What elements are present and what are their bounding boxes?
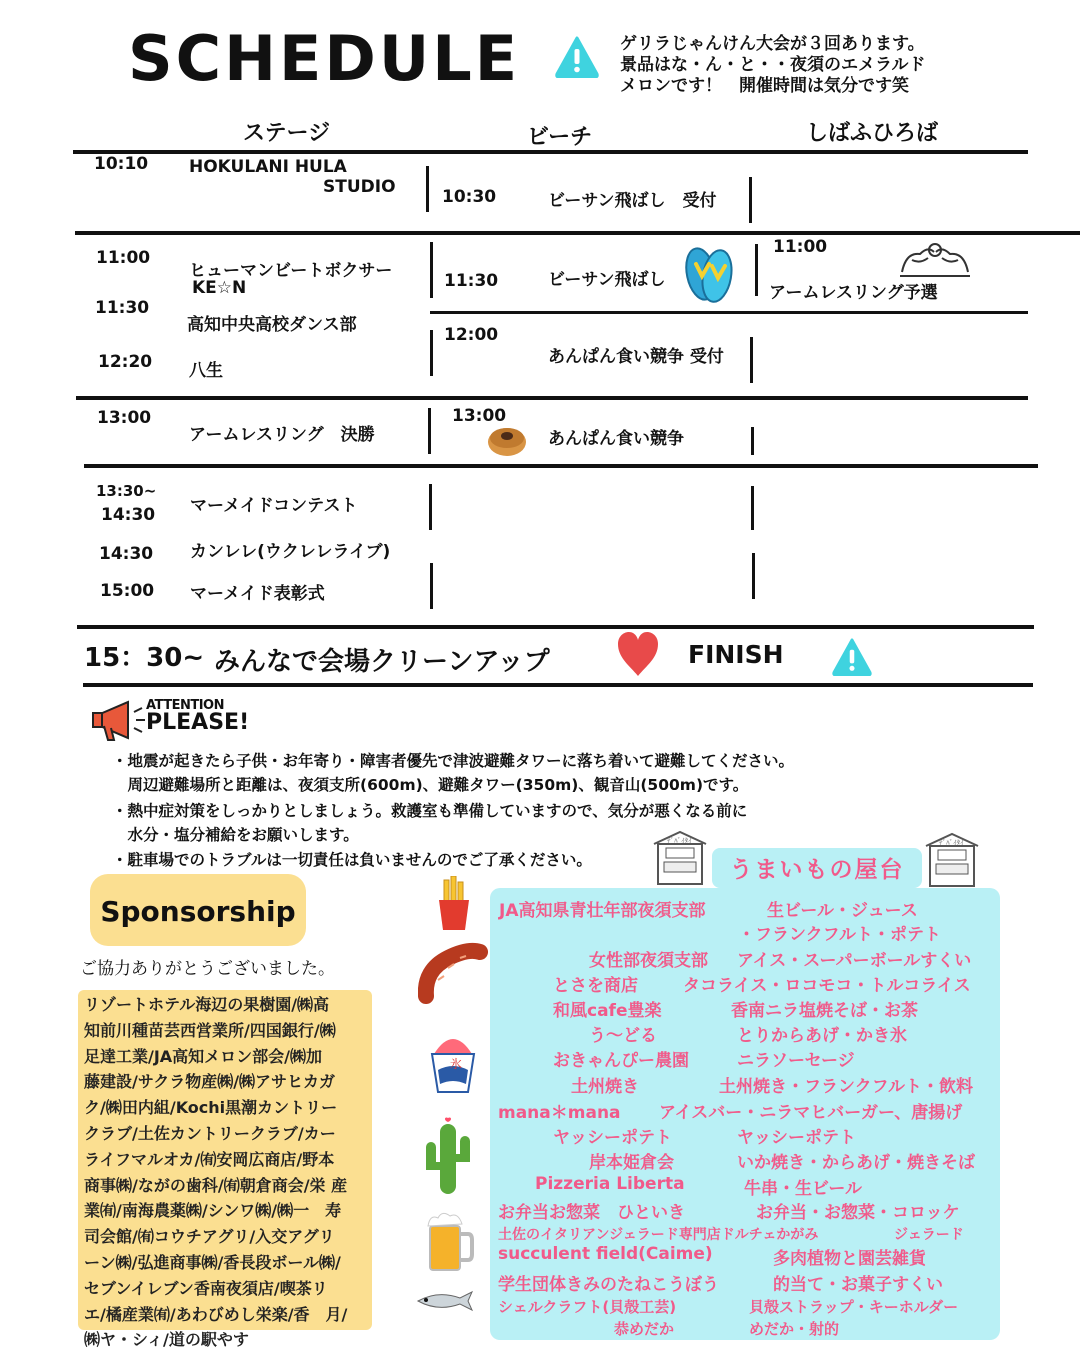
food-menu: 生ビール・ジュース xyxy=(767,901,918,921)
sponsor-line: 司会館/㈲コウチアグリ/入交アグリ xyxy=(84,1227,335,1247)
food-menu: アイス・スーパーボールすくい xyxy=(737,951,972,971)
lawn-time: 11:00 xyxy=(773,237,828,257)
stage-act: KE☆N xyxy=(192,278,247,298)
food-menu: めだか・射的 xyxy=(749,1320,840,1338)
food-shop: う～どる xyxy=(589,1026,657,1046)
guerrilla-notice xyxy=(620,34,1000,97)
beach-time: 11:30 xyxy=(444,271,499,291)
food-menu: ジェラード xyxy=(894,1227,964,1243)
food-menu: ニラソーセージ xyxy=(737,1051,855,1071)
sponsor-line: リゾートホテル海辺の果樹園/㈱高 xyxy=(84,995,330,1014)
sponsor-line: 足達工業/JA高知メロン部会/㈱加 xyxy=(84,1046,323,1066)
food-shop: 岸本姫倉会 xyxy=(589,1153,674,1173)
svg-text:氷: 氷 xyxy=(450,1057,463,1071)
finish-time: 15：30~ xyxy=(84,643,205,673)
divider xyxy=(751,486,754,530)
sponsor-list xyxy=(78,990,372,1350)
stage-time: 10:10 xyxy=(94,154,149,174)
food-menu: アイスバー・ニラマヒバーガー、唐揚げ xyxy=(659,1103,963,1123)
stage-act: カンレレ(ウクレレライブ) xyxy=(190,542,391,562)
beach-time: 10:30 xyxy=(442,187,497,207)
stage-act: マーメイド表彰式 xyxy=(190,584,325,604)
beer-icon xyxy=(424,1210,476,1278)
divider xyxy=(750,337,753,383)
lawn-event: アームレスリング予選 xyxy=(769,283,938,303)
beach-time: 12:00 xyxy=(444,325,499,345)
stage-act: マーメイドコンテスト xyxy=(190,496,358,516)
divider xyxy=(749,177,752,223)
sponsor-line: クラブ/土佐カントリークラブ/カー xyxy=(84,1123,336,1143)
anpan-icon xyxy=(486,424,528,462)
divider xyxy=(428,408,431,454)
page-title: SCHEDULE xyxy=(128,22,521,95)
food-shop: 恭めだか xyxy=(614,1320,675,1338)
notice-line: メロンです！ 開催時間は気分です笑 xyxy=(620,76,909,96)
divider xyxy=(426,166,429,212)
food-menu: 香南ニラ塩焼そば・お茶 xyxy=(731,1001,918,1021)
cactus-icon xyxy=(423,1114,473,1200)
sponsor-line: 業㈲/南海農薬㈱/シンワ㈱/㈱一 寿 xyxy=(84,1201,342,1221)
divider xyxy=(755,244,758,296)
divider xyxy=(430,330,433,376)
sponsorship-title: Sponsorship xyxy=(90,874,306,946)
attention-badge-bottom: PLEASE! xyxy=(146,710,250,735)
food-menu: お弁当・お惣菜・コロッケ xyxy=(756,1203,960,1223)
column-lawn: しばふひろば xyxy=(806,121,939,146)
sandals-icon xyxy=(682,242,736,310)
food-shop: 女性部夜須支部 xyxy=(589,951,708,971)
finish-label: FINISH xyxy=(688,640,784,669)
beach-event: ビーサン飛ばし 受付 xyxy=(548,191,717,211)
food-menu: タコライス・ロコモコ・トルコライス xyxy=(683,976,971,996)
column-beach: ビーチ xyxy=(527,125,593,150)
food-menu: 貝殻ストラップ・キーホルダー xyxy=(749,1298,959,1316)
beach-event: あんぱん食い競争 xyxy=(548,429,684,449)
sponsor-line: ーン㈱/弘進商事㈱/香長段ボール㈱/ xyxy=(84,1252,341,1272)
stage-act: 高知中央高校ダンス部 xyxy=(187,315,357,335)
food-menu: とりからあげ・かき氷 xyxy=(737,1026,907,1046)
food-menu: ・フランクフルト・ポテト xyxy=(738,925,941,945)
heart-icon xyxy=(616,630,660,682)
divider xyxy=(430,242,433,298)
divider xyxy=(76,396,1028,400)
food-menu: いか焼き・からあげ・焼きそば xyxy=(737,1153,975,1173)
shaved-ice-icon xyxy=(428,1024,478,1098)
beach-event: あんぱん食い競争 受付 xyxy=(548,347,724,367)
attention-line: 水分・塩分補給をお願いします。 xyxy=(112,826,359,844)
divider xyxy=(75,231,1080,235)
stage-act: 八生 xyxy=(189,361,223,381)
attention-line: 周辺避難場所と距離は、夜須支所(600m)、避難タワー(350m)、観音山(500m)です。 xyxy=(112,776,749,794)
food-menu: 多肉植物と園芸雑貨 xyxy=(773,1249,926,1269)
sponsorship-thanks: ご協力ありがとうございました。 xyxy=(80,959,335,979)
sponsor-line: ク/㈱田内組/Kochi黒潮カントリー xyxy=(84,1098,338,1118)
divider xyxy=(84,464,1038,468)
stage-time: 11:00 xyxy=(96,248,151,268)
beach-time: 13:00 xyxy=(452,406,507,426)
food-menu: 的当て・お菓子すくい xyxy=(773,1275,943,1295)
stage-time: 12:20 xyxy=(98,352,153,372)
divider xyxy=(83,683,1033,687)
sausage-icon xyxy=(418,940,488,1010)
sponsor-line: セブンイレブン香南夜須店/喫茶リ xyxy=(84,1278,328,1298)
stall-sign: ﾃﾞﾊﾞｲﾀｲ xyxy=(667,837,692,845)
sponsor-line: ㈱ヤ・シィ/道の駅やす xyxy=(84,1330,249,1350)
divider xyxy=(430,311,1028,314)
stage-act: アームレスリング 決勝 xyxy=(189,425,375,445)
sponsor-line: エ/橘産業㈲/あわびめし栄楽/香 月/ xyxy=(84,1304,348,1324)
stage-time: 11:30 xyxy=(95,298,150,318)
sponsor-line: ライフマルオカ/㈲安岡広商店/野本 xyxy=(84,1149,335,1169)
divider xyxy=(751,427,754,455)
warning-icon xyxy=(832,638,872,680)
armwrestling-icon xyxy=(898,238,972,282)
food-shop: succulent field(Caime) xyxy=(498,1244,713,1264)
stage-time: 13:00 xyxy=(97,408,152,428)
food-shop: 和風cafe豊楽 xyxy=(553,1001,662,1021)
stage-act: HOKULANI HULA xyxy=(189,157,347,177)
divider xyxy=(752,553,755,599)
stall-sign: ﾃﾞﾊﾞｲﾀｲ xyxy=(939,839,964,847)
stage-time: 15:00 xyxy=(100,581,155,601)
food-shop: Pizzeria Liberta xyxy=(535,1174,685,1194)
stage-act: ヒューマンビートボクサー xyxy=(189,261,393,281)
food-shop: JA高知県青壮年部夜須支部 xyxy=(499,901,706,921)
megaphone-icon xyxy=(90,696,148,748)
stage-act: STUDIO xyxy=(323,177,396,197)
food-shop: おきゃんぴー農園 xyxy=(553,1051,689,1071)
food-shop: 土佐のイタリアンジェラード専門店ドルチェかがみ xyxy=(498,1227,819,1243)
stage-time: 14:30 xyxy=(101,505,156,525)
food-shop: とさを商店 xyxy=(553,976,638,996)
food-shop: お弁当お惣菜 ひといき xyxy=(498,1203,685,1223)
attention-line: ・駐車場でのトラブルは一切責任は負いませんのでご了承ください。 xyxy=(112,851,592,869)
notice-line: ゲリラじゃんけん大会が３回あります。 xyxy=(620,34,925,54)
notice-line: 景品はな・ん・と・・夜須のエメラルド xyxy=(620,55,926,75)
divider xyxy=(429,484,432,530)
divider xyxy=(73,150,1028,154)
divider xyxy=(77,625,1034,629)
attention-line: ・熱中症対策をしっかりとしましょう。救護室も準備していますので、気分が悪くなる前に xyxy=(112,802,748,820)
fries-icon xyxy=(436,876,472,936)
food-shop: 土州焼き xyxy=(571,1077,639,1097)
food-shop: ヤッシーポテト xyxy=(553,1128,672,1148)
food-menu: 牛串・生ビール xyxy=(744,1179,862,1199)
food-shop: 学生団体きみのたねこうぼう xyxy=(498,1275,719,1295)
divider xyxy=(430,563,433,609)
fish-icon xyxy=(414,1288,476,1318)
column-stage: ステージ xyxy=(243,121,331,146)
attention-badge-top: ATTENTION xyxy=(146,698,224,713)
sponsor-line: 商事㈱/ながの歯科/㈲朝倉商会/栄 産 xyxy=(84,1175,348,1195)
stage-time: 13:30~ xyxy=(96,482,157,500)
sponsor-line: 藤建設/サクラ物産㈱/㈱アサヒカガ xyxy=(84,1072,336,1092)
sponsor-line: 知前川種苗芸西営業所/四国銀行/㈱ xyxy=(84,1020,336,1040)
stage-time: 14:30 xyxy=(99,544,154,564)
attention-line: ・地震が起きたら子供・お年寄り・障害者優先で津波避難タワーに落ち着いて避難してください。 xyxy=(112,752,795,770)
food-shop: シェルクラフト(貝殻工芸) xyxy=(498,1298,677,1316)
food-stall-title: うまいもの屋台 xyxy=(712,848,922,888)
food-menu: 土州焼き・フランクフルト・飲料 xyxy=(719,1077,973,1097)
warning-icon xyxy=(555,36,599,82)
food-menu: ヤッシーポテト xyxy=(737,1128,856,1148)
food-shop: mana＊mana xyxy=(498,1103,621,1123)
cleanup-text: みんなで会場クリーンアップ xyxy=(214,647,550,677)
beach-event: ビーサン飛ばし xyxy=(548,270,666,290)
